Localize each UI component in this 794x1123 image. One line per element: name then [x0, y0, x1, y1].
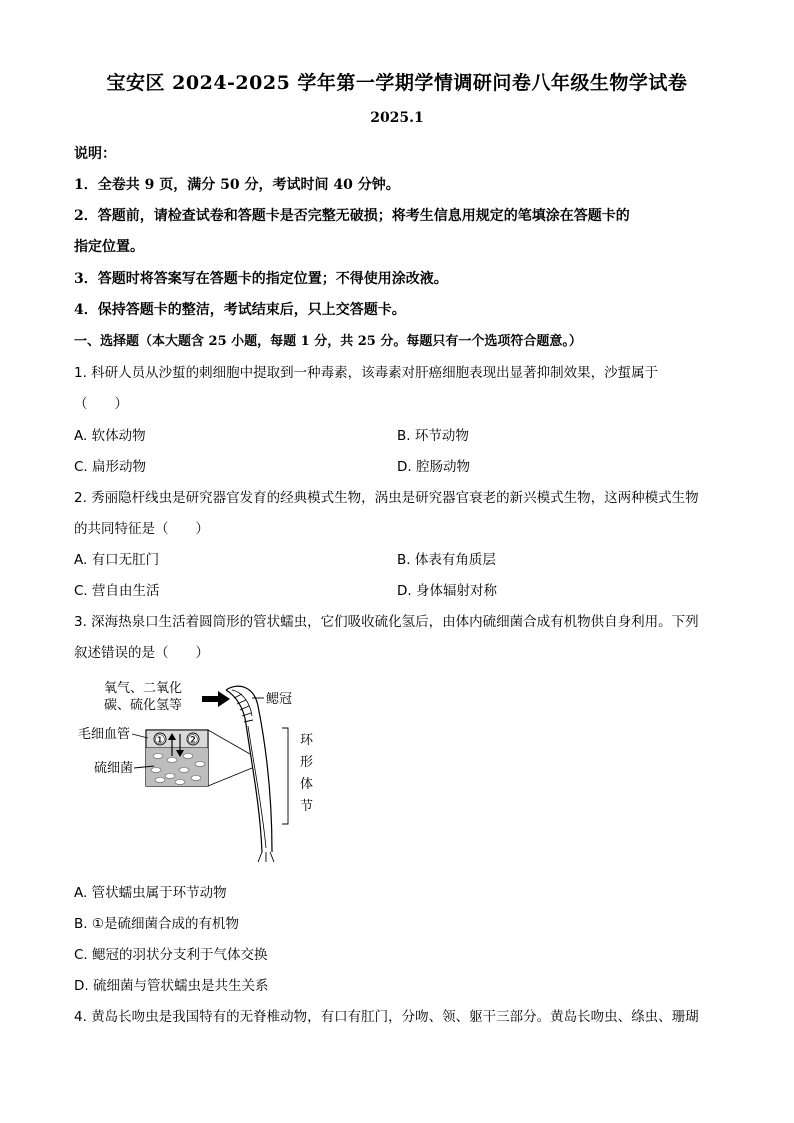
question-2-option-c: C. 营自由生活: [74, 583, 160, 599]
exam-title: 宝安区 2024-2025 学年第一学期学情调研问卷八年级生物学试卷: [106, 72, 688, 94]
mark-1: ①: [154, 733, 166, 748]
segment-label-4: 节: [300, 799, 314, 814]
question-1-stem-cont: （ ）: [74, 396, 128, 412]
question-2-stem-cont: 的共同特征是（ ）: [74, 521, 209, 537]
instruction-item: 4．保持答题卡的整洁，考试结束后，只上交答题卡。: [74, 302, 406, 318]
instruction-item: 1．全卷共 9 页，满分 50 分，考试时间 40 分钟。: [74, 177, 400, 193]
mark-2: ②: [187, 733, 199, 748]
question-3-option-a: A. 管状蠕虫属于环节动物: [74, 885, 227, 901]
instruction-item: 3．答题时将答案写在答题卡的指定位置；不得使用涂改液。: [74, 271, 448, 287]
question-1-option-d: D. 腔肠动物: [397, 459, 470, 475]
instruction-item: 指定位置。: [74, 239, 144, 255]
question-2-option-b: B. 体表有角质层: [397, 552, 496, 568]
segment-label-3: 体: [300, 777, 314, 792]
question-2-stem: 2. 秀丽隐杆线虫是研究器官发育的经典模式生物，涡虫是研究器官衰老的新兴模式生物，这两种模式生物: [74, 490, 699, 506]
question-1-option-b: B. 环节动物: [397, 428, 469, 444]
question-3-option-b: B. ①是硫细菌合成的有机物: [74, 916, 239, 932]
question-3-stem-cont: 叙述错误的是（ ）: [74, 645, 209, 661]
tube-base: [258, 852, 274, 862]
instructions-heading: 说明：: [74, 146, 116, 162]
gill-label: 鳃冠: [266, 692, 293, 707]
magnified-inset: [146, 730, 208, 786]
segment-label-1: 环: [300, 733, 314, 748]
segment-label-2: 形: [300, 755, 314, 770]
tube-worm-figure: [76, 676, 336, 866]
question-1-option-c: C. 扁形动物: [74, 459, 147, 475]
question-3-stem: 3. 深海热泉口生活着圆筒形的管状蠕虫，它们吸收硫化氢后，由体内硫细菌合成有机物供自身利用。下列: [74, 614, 699, 630]
instruction-item: 2．答题前，请检查试卷和答题卡是否完整无破损；将考生信息用规定的笔填涂在答题卡的: [74, 208, 630, 224]
question-1-stem: 1. 科研人员从沙蜇的刺细胞中提取到一种毒素，该毒素对肝癌细胞表现出显著抑制效果，沙蜇属于: [74, 365, 659, 381]
question-4-stem: 4. 黄岛长吻虫是我国特有的无脊椎动物，有口有肛门，分吻、领、躯干三部分。黄岛长吻虫、绦虫、珊瑚: [74, 1009, 699, 1025]
question-2-option-a: A. 有口无肛门: [74, 552, 160, 568]
question-2-option-d: D. 身体辐射对称: [397, 583, 497, 599]
gas-label-line2: 碳、硫化氢等: [104, 698, 183, 713]
bacteria-label: 硫细菌: [94, 761, 134, 776]
gas-label-line1: 氧气、二氧化: [104, 681, 183, 696]
question-1-option-a: A. 软体动物: [74, 428, 146, 444]
question-3-option-c: C. 鳃冠的羽状分支利于气体交换: [74, 947, 268, 963]
exam-date: 2025.1: [370, 110, 424, 126]
question-3-option-d: D. 硫细菌与管状蠕虫是共生关系: [74, 978, 269, 994]
capillary-label: 毛细血管: [78, 727, 131, 742]
section-heading: 一、选择题（本大题含 25 小题，每题 1 分，共 25 分。每题只有一个选项符合题意。）: [74, 334, 582, 349]
gas-intake-arrow: [202, 691, 230, 707]
